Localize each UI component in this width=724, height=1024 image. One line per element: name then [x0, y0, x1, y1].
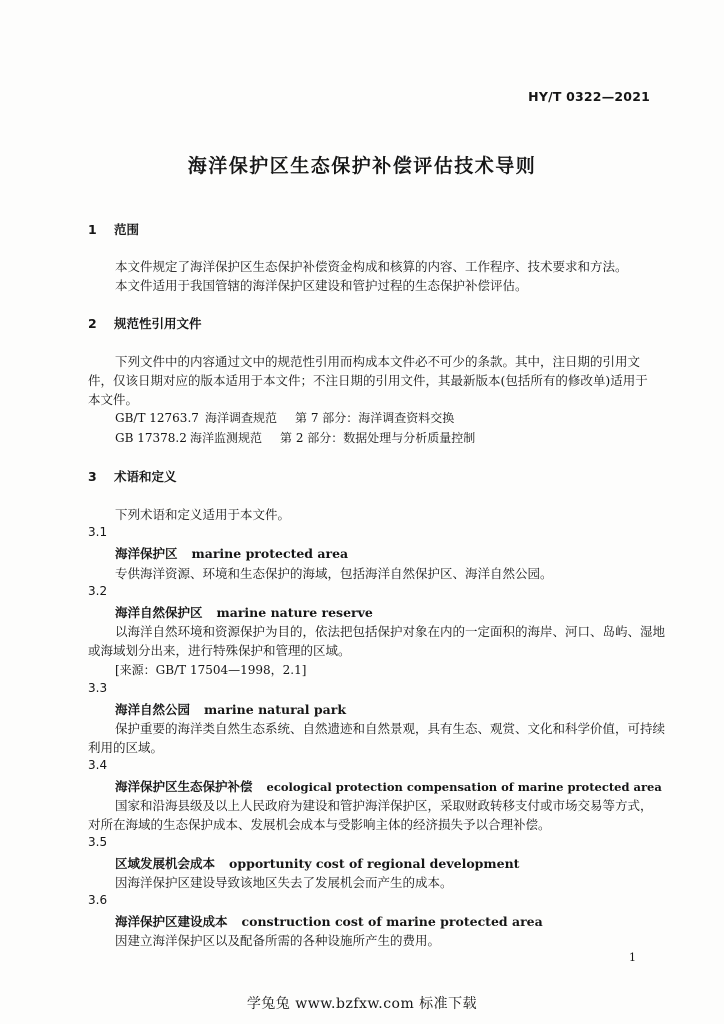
reference-item — [115, 429, 475, 446]
term-definition: 专供海洋资源、环境和生态保护的海域，包括海洋自然保护区、海洋自然公园。 — [115, 566, 553, 581]
term-source: [来源：GB/T 17504—1998，2.1] — [115, 663, 307, 677]
section-heading-normative-references — [88, 314, 202, 332]
section-number: 3 — [88, 469, 97, 484]
term-zh: 海洋自然公园 — [115, 702, 191, 717]
term-definition: 因建立海洋保护区以及配备所需的各种设施所产生的费用。 — [115, 933, 441, 948]
paragraph-line: 下列文件中的内容通过文中的规范性引用而构成本文件必不可少的条款。其中，注日期的引用文 — [115, 354, 641, 369]
term-number: 3.4 — [88, 758, 108, 772]
reference-name: 海洋调查规范 — [205, 411, 278, 425]
term-heading — [115, 777, 662, 795]
standard-number: HY/T 0322—2021 — [528, 89, 650, 104]
footer-watermark: 学兔兔 www.bzfxw.com 标准下载 — [246, 996, 478, 1012]
term-definition: 以海洋自然环境和资源保护为目的，依法把包括保护对象在内的一定面积的海岸、河口、岛屿、湿地 — [115, 624, 666, 639]
term-en: ecological protection compensation of marine protected area — [266, 780, 662, 794]
reference-item — [115, 409, 454, 426]
paragraph: 本文件规定了海洋保护区生态保护补偿资金构成和核算的内容、工作程序、技术要求和方法。 — [115, 259, 628, 274]
reference-code: GB/T 12763.7 — [115, 411, 199, 425]
term-en: marine protected area — [191, 546, 349, 561]
term-en: opportunity cost of regional development — [229, 856, 520, 871]
term-en: marine natural park — [204, 702, 346, 717]
term-definition: 因海洋保护区建设导致该地区失去了发展机会而产生的成本。 — [115, 875, 453, 890]
term-number: 3.1 — [88, 525, 108, 539]
term-definition: 对所在海域的生态保护成本、发展机会成本与受影响主体的经济损失予以合理补偿。 — [88, 817, 551, 832]
term-definition: 保护重要的海洋类自然生态系统、自然遗迹和自然景观，具有生态、观赏、文化和科学价值，可持续 — [115, 721, 666, 736]
paragraph-line: 本文件。 — [88, 392, 139, 407]
term-definition: 或海域划分出来，进行特殊保护和管理的区域。 — [88, 643, 351, 658]
term-heading — [115, 912, 543, 930]
term-zh: 海洋保护区 — [115, 546, 178, 561]
section-title: 术语和定义 — [114, 469, 177, 484]
term-definition: 利用的区域。 — [88, 740, 164, 755]
section-number: 2 — [88, 316, 97, 331]
reference-name: 海洋监测规范 — [190, 431, 263, 445]
term-heading — [115, 700, 346, 718]
reference-code: GB 17378.2 — [115, 431, 187, 445]
term-en: marine nature reserve — [216, 605, 373, 620]
term-number: 3.2 — [88, 584, 108, 598]
section-number: 1 — [88, 222, 97, 237]
paragraph: 本文件适用于我国管辖的海洋保护区建设和管护过程的生态保护补偿评估。 — [115, 278, 528, 293]
section-heading-terms — [88, 467, 177, 485]
term-zh: 海洋自然保护区 — [115, 605, 203, 620]
term-en: construction cost of marine protected area — [241, 914, 543, 929]
reference-part: 第 2 部分：数据处理与分析质量控制 — [280, 431, 476, 445]
section-title: 范围 — [114, 222, 140, 237]
term-number: 3.3 — [88, 681, 108, 695]
paragraph-line: 件，仅该日期对应的版本适用于本文件；不注日期的引用文件，其最新版本(包括所有的修改单)适用于 — [88, 373, 648, 388]
term-heading — [115, 603, 373, 621]
term-definition: 国家和沿海县级及以上人民政府为建设和管护海洋保护区，采取财政转移支付或市场交易等方式， — [115, 798, 653, 813]
term-heading — [115, 544, 348, 562]
section-heading-scope — [88, 220, 139, 238]
term-zh: 海洋保护区生态保护补偿 — [115, 779, 253, 794]
term-zh: 区域发展机会成本 — [115, 856, 216, 871]
term-number: 3.6 — [88, 893, 108, 907]
document-title: 海洋保护区生态保护补偿评估技术导则 — [187, 155, 537, 177]
term-heading — [115, 854, 519, 872]
term-zh: 海洋保护区建设成本 — [115, 914, 228, 929]
page-number: 1 — [629, 951, 636, 964]
paragraph: 下列术语和定义适用于本文件。 — [115, 507, 291, 522]
reference-part: 第 7 部分：海洋调查资料交换 — [295, 411, 455, 425]
term-number: 3.5 — [88, 835, 108, 849]
section-title: 规范性引用文件 — [114, 316, 202, 331]
